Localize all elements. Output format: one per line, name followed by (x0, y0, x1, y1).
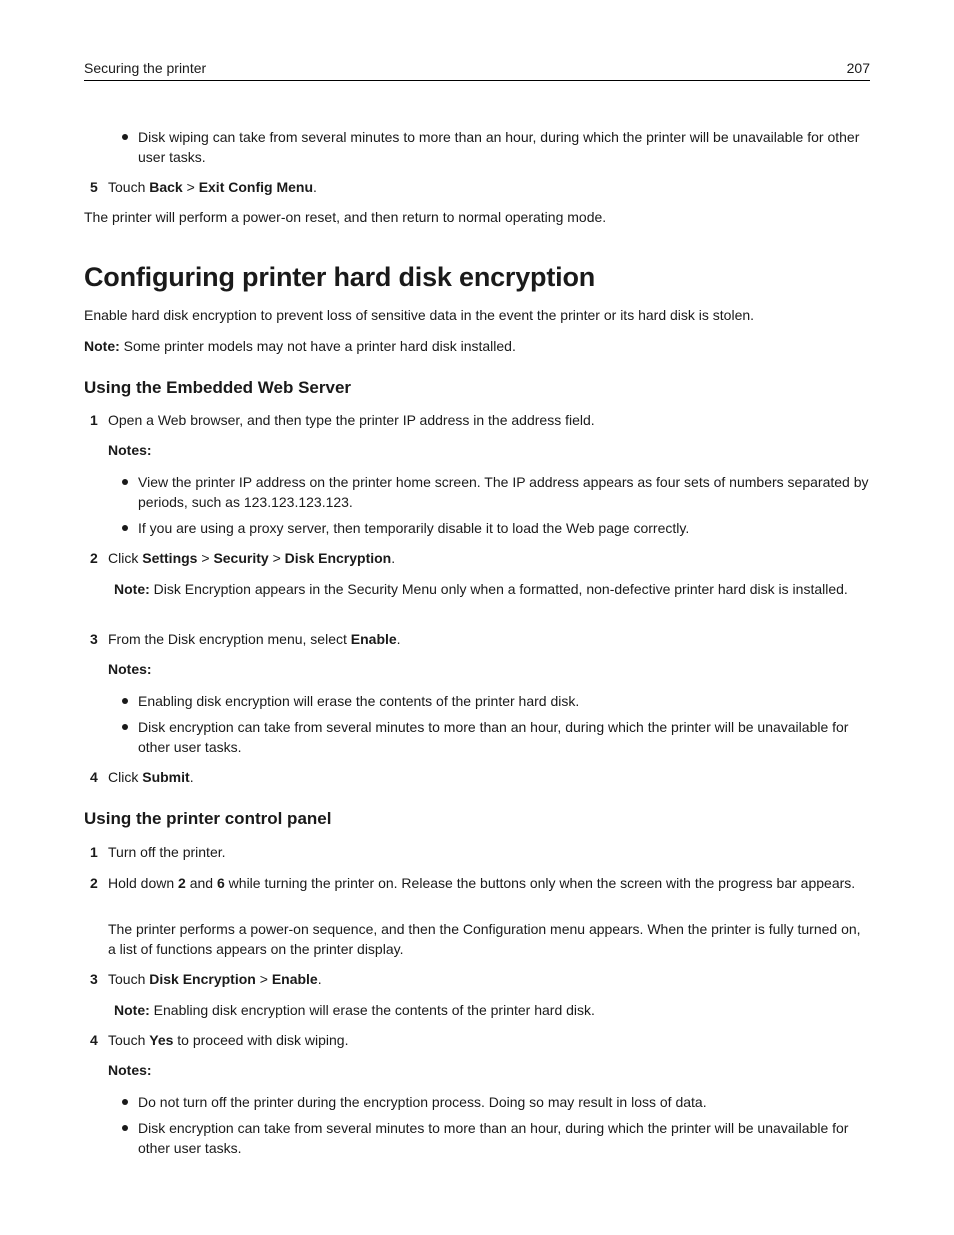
panel-step-3: 3 Touch Disk Encryption > Enable. (90, 971, 322, 987)
paragraph: The printer performs a power-on sequence, and then the Configuration menu appears. When the printer is fully turned on, a list of functions appears on the printer display. (108, 921, 861, 957)
subsection-heading-ews: Using the Embedded Web Server (84, 378, 352, 397)
header-section-title: Securing the printer (84, 60, 207, 76)
panel-step-4: 4 Touch Yes to proceed with disk wiping. (90, 1032, 349, 1048)
note: Note: Enabling disk encryption will erase the contents of the printer hard disk. (114, 1002, 595, 1018)
page-header (84, 58, 870, 81)
panel-step-2: 2 Hold down 2 and 6 while turning the printer on. Release the buttons only when the screen with the progress bar appears. (90, 875, 856, 891)
list-item: Disk wiping can take from several minutes to more than an hour, during which the printer will be unavailable for other user tasks. (120, 127, 870, 167)
note: Note: Some printer models may not have a printer hard disk installed. (84, 338, 516, 354)
list-item: Enabling disk encryption will erase the contents of the printer hard disk. (120, 691, 870, 711)
header-page-number: 207 (846, 60, 870, 76)
bullet-icon (122, 1125, 128, 1131)
paragraph: The printer will perform a power-on reset, and then return to normal operating mode. (84, 209, 607, 225)
bullet-icon (122, 698, 128, 704)
list-item: Disk encryption can take from several minutes to more than an hour, during which the printer will be unavailable for other user tasks. (120, 717, 870, 757)
list-item: Disk encryption can take from several minutes to more than an hour, during which the printer will be unavailable for other user tasks. (120, 1118, 870, 1158)
notes-label: Notes: (108, 1062, 152, 1078)
bullet-icon (122, 479, 128, 485)
ews-step-3: 3 From the Disk encryption menu, select Enable. (90, 631, 401, 647)
panel-step-1: 1 Turn off the printer. (90, 844, 226, 860)
notes-label: Notes: (108, 661, 152, 677)
note: Note: Disk Encryption appears in the Security Menu only when a formatted, non-defective printer hard disk is installed. (114, 581, 848, 597)
list-item: If you are using a proxy server, then temporarily disable it to load the Web page correctly. (120, 518, 870, 538)
bullet-icon (122, 134, 128, 140)
subsection-heading-panel: Using the printer control panel (84, 809, 332, 828)
step-5: 5 Touch Back > Exit Config Menu. (90, 179, 317, 195)
section-title: Configuring printer hard disk encryption (84, 262, 596, 292)
ews-step-1: 1 Open a Web browser, and then type the printer IP address in the address field. (90, 412, 595, 428)
bullet-icon (122, 724, 128, 730)
bullet-icon (122, 1099, 128, 1105)
section-intro: Enable hard disk encryption to prevent loss of sensitive data in the event the printer or its hard disk is stolen. (84, 307, 755, 323)
list-item: Do not turn off the printer during the encryption process. Doing so may result in loss of data. (120, 1092, 870, 1112)
ews-step-4: 4 Click Submit. (90, 769, 194, 785)
bullet-icon (122, 525, 128, 531)
list-item: View the printer IP address on the printer home screen. The IP address appears as four sets of numbers separated by periods, such as 123.123.123.123. (120, 472, 870, 512)
ews-step-2: 2 Click Settings > Security > Disk Encryption. (90, 550, 396, 566)
notes-label: Notes: (108, 442, 152, 458)
